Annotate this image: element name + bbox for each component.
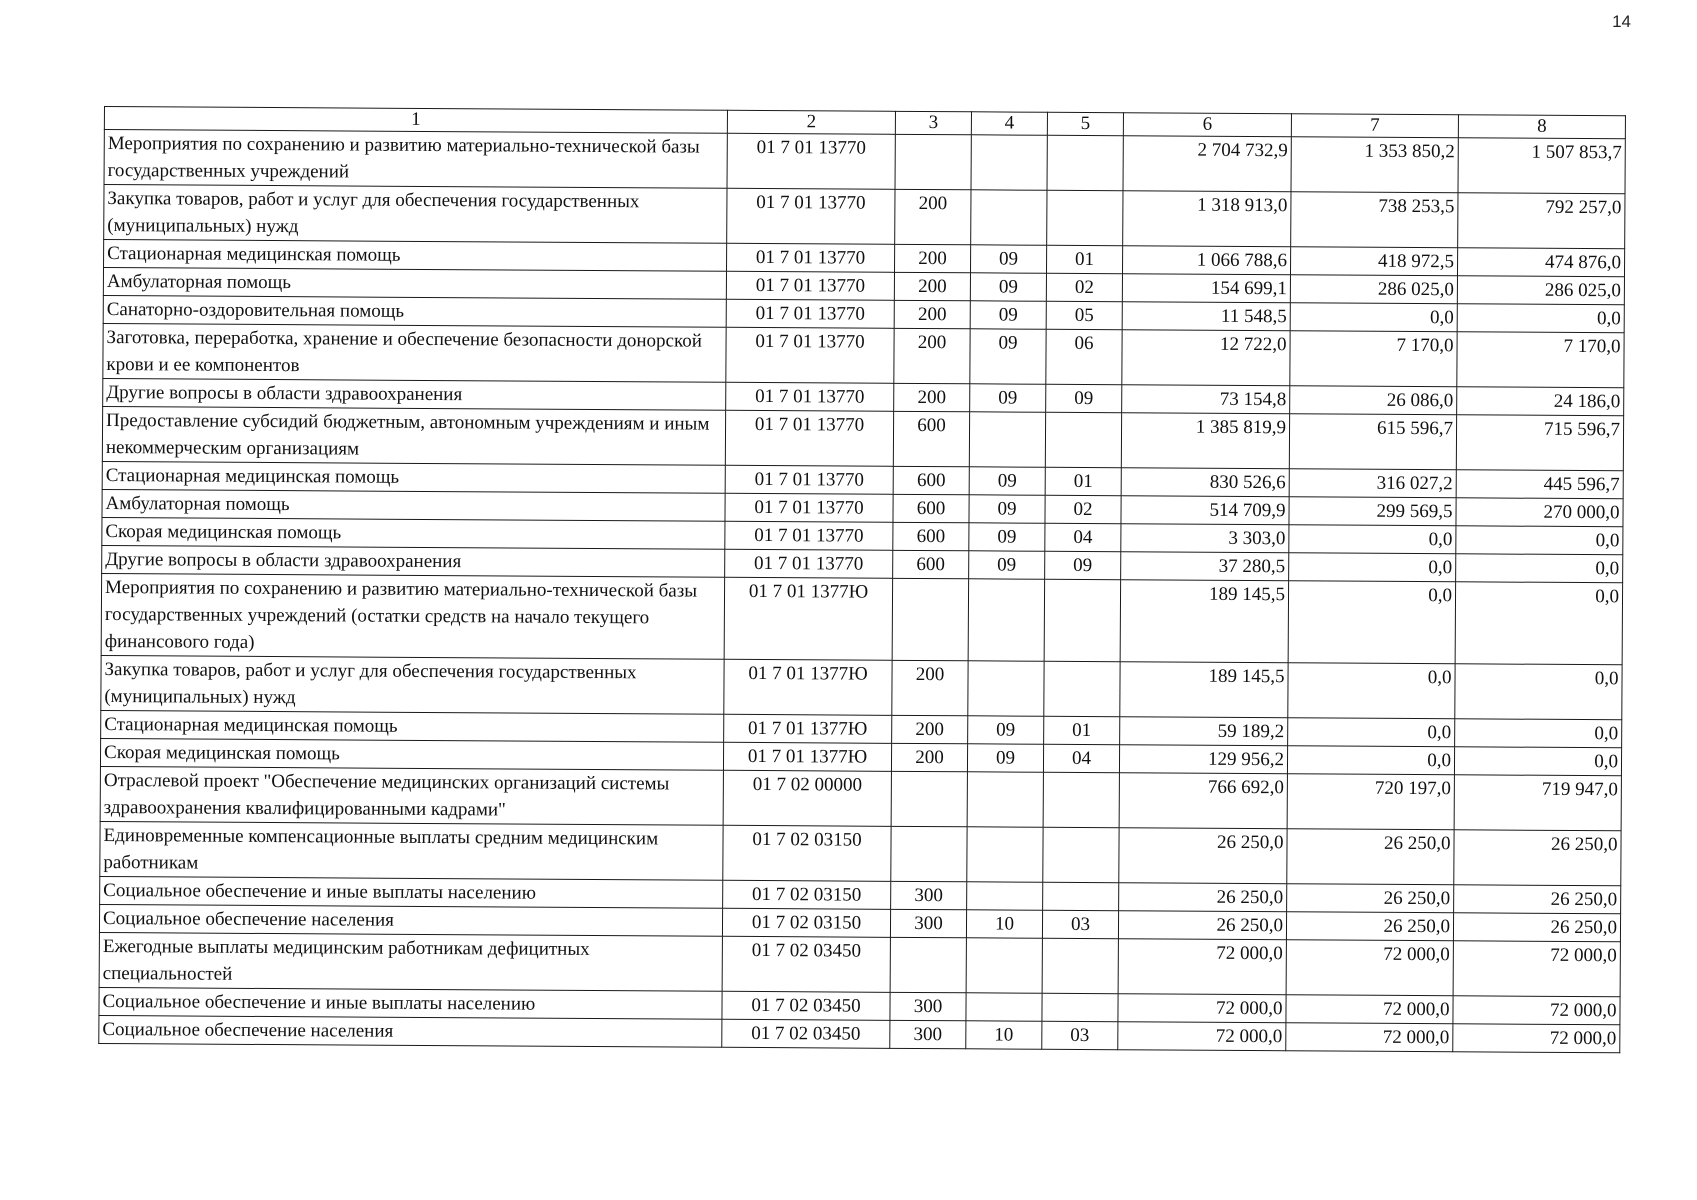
amount-col-8: 72 000,0	[1453, 996, 1620, 1025]
target-article-code: 01 7 01 1377Ю	[723, 742, 891, 771]
subsection-code	[1047, 135, 1123, 190]
subsection-code: 04	[1043, 744, 1119, 772]
amount-col-6: 1 066 788,6	[1122, 246, 1290, 275]
amount-col-7: 0,0	[1288, 581, 1455, 664]
subsection-code: 03	[1042, 910, 1118, 938]
item-name: Единовременные компенсационные выплаты средним медицинским работникам	[100, 821, 723, 880]
amount-col-8: 445 596,7	[1456, 470, 1623, 499]
item-name: Санаторно-оздоровительная помощь	[103, 295, 726, 327]
amount-col-8: 719 947,0	[1454, 775, 1621, 831]
amount-col-6: 2 704 732,9	[1123, 136, 1291, 192]
item-name: Стационарная медицинская помощь	[101, 710, 724, 742]
subsection-code	[1043, 882, 1119, 910]
amount-col-7: 1 353 850,2	[1291, 137, 1458, 193]
section-code: 09	[968, 716, 1044, 744]
amount-col-7: 418 972,5	[1290, 247, 1457, 276]
amount-col-7: 26 250,0	[1286, 912, 1453, 941]
amount-col-8: 792 257,0	[1458, 193, 1625, 249]
table-row	[100, 821, 1621, 885]
amount-col-7: 0,0	[1289, 553, 1456, 582]
amount-col-7: 26 086,0	[1290, 386, 1457, 415]
target-article-code: 01 7 02 03150	[723, 880, 891, 909]
table-row	[101, 655, 1622, 719]
subsection-code: 02	[1046, 273, 1122, 301]
section-code: 10	[966, 1021, 1042, 1049]
amount-col-6: 59 189,2	[1120, 717, 1288, 746]
expense-type-code: 300	[891, 881, 967, 909]
section-code	[967, 882, 1043, 910]
subsection-code: 09	[1046, 384, 1122, 412]
amount-col-8: 24 186,0	[1457, 387, 1624, 416]
budget-table	[98, 106, 1626, 1053]
table-row	[103, 323, 1624, 387]
item-name: Другие вопросы в области здравоохранения	[103, 378, 726, 410]
item-name: Социальное обеспечение населения	[99, 1015, 722, 1047]
subsection-code	[1042, 938, 1118, 993]
section-code	[968, 579, 1044, 661]
table-row	[104, 185, 1625, 249]
subsection-code: 01	[1045, 467, 1121, 495]
expense-type-code: 300	[890, 1020, 966, 1048]
item-name: Закупка товаров, работ и услуг для обеспечения государственных (муниципальных) нужд	[101, 655, 724, 714]
amount-col-7: 7 170,0	[1290, 331, 1457, 387]
expense-type-code: 200	[892, 715, 968, 743]
expense-type-code	[892, 578, 968, 660]
amount-col-6: 189 145,5	[1120, 580, 1288, 663]
item-name: Мероприятия по сохранению и развитию материально-технической базы государственных учреждений	[104, 130, 727, 189]
target-article-code: 01 7 01 13770	[725, 549, 893, 578]
subsection-code: 05	[1046, 301, 1122, 329]
item-name: Отраслевой проект "Обеспечение медицинских организаций системы здравоохранения квалифицированными кадрами"	[100, 766, 723, 825]
expense-type-code: 200	[894, 300, 970, 328]
section-code: 09	[970, 301, 1046, 329]
target-article-code: 01 7 02 03150	[723, 825, 891, 881]
amount-col-7: 316 027,2	[1289, 469, 1456, 498]
section-code	[966, 993, 1042, 1021]
target-article-code: 01 7 01 13770	[726, 299, 894, 328]
amount-col-8: 0,0	[1457, 304, 1624, 333]
item-name: Закупка товаров, работ и услуг для обеспечения государственных (муниципальных) нужд	[104, 185, 727, 244]
subsection-code	[1047, 190, 1123, 245]
amount-col-7: 299 569,5	[1289, 497, 1456, 526]
amount-col-8: 0,0	[1456, 554, 1623, 583]
section-code	[971, 135, 1047, 190]
section-code: 09	[969, 551, 1045, 579]
amount-col-6: 72 000,0	[1118, 1022, 1286, 1051]
section-code: 09	[969, 523, 1045, 551]
amount-col-8: 474 876,0	[1457, 248, 1624, 277]
section-code	[969, 412, 1045, 467]
amount-col-6: 11 548,5	[1122, 302, 1290, 331]
amount-col-6: 129 956,2	[1119, 745, 1287, 774]
column-header: 3	[895, 111, 971, 134]
section-code: 09	[969, 495, 1045, 523]
amount-col-6: 12 722,0	[1122, 330, 1290, 386]
column-header: 4	[971, 112, 1047, 135]
target-article-code: 01 7 01 13770	[725, 493, 893, 522]
expense-type-code: 200	[895, 189, 971, 244]
expense-type-code: 600	[893, 550, 969, 578]
expense-type-code: 600	[893, 411, 969, 466]
amount-col-6: 26 250,0	[1118, 911, 1286, 940]
subsection-code: 04	[1045, 523, 1121, 551]
section-code: 09	[970, 273, 1046, 301]
subsection-code: 01	[1044, 716, 1120, 744]
target-article-code: 01 7 01 13770	[726, 271, 894, 300]
subsection-code: 02	[1045, 495, 1121, 523]
target-article-code: 01 7 01 13770	[725, 410, 893, 466]
item-name: Стационарная медицинская помощь	[102, 461, 725, 493]
amount-col-6: 189 145,5	[1120, 662, 1288, 718]
target-article-code: 01 7 01 13770	[727, 133, 895, 189]
section-code	[968, 661, 1044, 716]
amount-col-8: 26 250,0	[1453, 913, 1620, 942]
amount-col-6: 830 526,6	[1121, 468, 1289, 497]
amount-col-6: 26 250,0	[1119, 828, 1287, 884]
expense-type-code: 300	[890, 992, 966, 1020]
amount-col-6: 72 000,0	[1118, 994, 1286, 1023]
item-name: Социальное обеспечение и иные выплаты населению	[99, 987, 722, 1019]
section-code: 09	[970, 384, 1046, 412]
expense-type-code	[891, 771, 967, 826]
section-code: 10	[966, 910, 1042, 938]
amount-col-8: 26 250,0	[1454, 885, 1621, 914]
amount-col-6: 26 250,0	[1119, 883, 1287, 912]
amount-col-8: 0,0	[1455, 664, 1622, 720]
target-article-code: 01 7 02 00000	[723, 770, 891, 826]
subsection-code	[1042, 993, 1118, 1021]
amount-col-7: 72 000,0	[1286, 1023, 1453, 1052]
column-header: 6	[1123, 113, 1291, 137]
amount-col-7: 26 250,0	[1287, 829, 1454, 885]
expense-type-code	[891, 826, 967, 881]
amount-col-8: 0,0	[1456, 526, 1623, 555]
column-header: 5	[1047, 112, 1123, 135]
page-number: 14	[1612, 12, 1631, 31]
amount-col-7: 738 253,5	[1291, 192, 1458, 248]
target-article-code: 01 7 01 1377Ю	[724, 714, 892, 743]
expense-type-code: 200	[894, 383, 970, 411]
column-header: 1	[104, 107, 727, 134]
expense-type-code: 600	[893, 494, 969, 522]
item-name: Мероприятия по сохранению и развитию материально-технической базы государственных учреждений (остатки средств на начало текущего финансового года)	[101, 573, 724, 659]
expense-type-code: 200	[894, 272, 970, 300]
amount-col-7: 0,0	[1288, 718, 1455, 747]
section-code: 09	[970, 245, 1046, 273]
target-article-code: 01 7 02 03450	[722, 936, 890, 992]
amount-col-6: 766 692,0	[1119, 773, 1287, 829]
subsection-code: 09	[1045, 551, 1121, 579]
subsection-code	[1045, 412, 1121, 467]
amount-col-7: 0,0	[1287, 746, 1454, 775]
amount-col-6: 1 385 819,9	[1121, 413, 1289, 469]
item-name: Социальное обеспечение населения	[99, 904, 722, 936]
table-row	[102, 406, 1623, 470]
target-article-code: 01 7 01 13770	[727, 188, 895, 244]
amount-col-6: 514 709,9	[1121, 496, 1289, 525]
amount-col-8: 1 507 853,7	[1458, 138, 1625, 194]
target-article-code: 01 7 02 03450	[722, 991, 890, 1020]
section-code	[966, 938, 1042, 993]
amount-col-8: 72 000,0	[1453, 1024, 1620, 1053]
amount-col-7: 0,0	[1288, 663, 1455, 719]
amount-col-7: 0,0	[1290, 303, 1457, 332]
amount-col-8: 0,0	[1455, 582, 1622, 665]
amount-col-8: 72 000,0	[1453, 941, 1620, 997]
column-header: 2	[727, 110, 895, 134]
item-name: Социальное обеспечение и иные выплаты населению	[100, 876, 723, 908]
expense-type-code: 200	[894, 328, 970, 383]
amount-col-7: 72 000,0	[1286, 995, 1453, 1024]
subsection-code	[1043, 772, 1119, 827]
amount-col-7: 615 596,7	[1289, 414, 1456, 470]
amount-col-8: 286 025,0	[1457, 276, 1624, 305]
target-article-code: 01 7 02 03450	[722, 1019, 890, 1048]
amount-col-7: 72 000,0	[1286, 940, 1453, 996]
target-article-code: 01 7 01 13770	[727, 243, 895, 272]
expense-type-code: 200	[891, 743, 967, 771]
expense-type-code: 200	[892, 660, 968, 715]
item-name: Скорая медицинская помощь	[100, 738, 723, 770]
section-code: 09	[967, 744, 1043, 772]
item-name: Амбулаторная помощь	[102, 489, 725, 521]
amount-col-6: 154 699,1	[1122, 274, 1290, 303]
target-article-code: 01 7 01 13770	[726, 327, 894, 383]
amount-col-6: 73 154,8	[1122, 385, 1290, 414]
target-article-code: 01 7 01 13770	[726, 382, 894, 411]
item-name: Скорая медицинская помощь	[102, 517, 725, 549]
item-name: Другие вопросы в области здравоохранения	[102, 545, 725, 577]
amount-col-7: 0,0	[1289, 525, 1456, 554]
target-article-code: 01 7 01 1377Ю	[724, 659, 892, 715]
target-article-code: 01 7 01 1377Ю	[724, 577, 892, 660]
amount-col-8: 7 170,0	[1457, 332, 1624, 388]
item-name: Амбулаторная помощь	[103, 268, 726, 300]
expense-type-code: 300	[890, 909, 966, 937]
amount-col-7: 286 025,0	[1290, 275, 1457, 304]
subsection-code	[1044, 579, 1120, 661]
amount-col-8: 26 250,0	[1454, 830, 1621, 886]
item-name: Предоставление субсидий бюджетным, автономным учреждениям и иным некоммерческим организациям	[102, 406, 725, 465]
expense-type-code	[895, 134, 971, 189]
amount-col-6: 1 318 913,0	[1123, 191, 1291, 247]
target-article-code: 01 7 01 13770	[725, 521, 893, 550]
amount-col-8: 270 000,0	[1456, 498, 1623, 527]
section-code	[967, 772, 1043, 827]
expense-type-code: 200	[894, 244, 970, 272]
subsection-code: 01	[1046, 245, 1122, 273]
table-row	[101, 573, 1622, 664]
column-header: 7	[1291, 114, 1458, 138]
subsection-code: 03	[1042, 1021, 1118, 1049]
amount-col-7: 720 197,0	[1287, 774, 1454, 830]
section-code: 09	[969, 467, 1045, 495]
target-article-code: 01 7 01 13770	[725, 465, 893, 494]
expense-type-code: 600	[893, 466, 969, 494]
target-article-code: 01 7 02 03150	[722, 908, 890, 937]
amount-col-6: 37 280,5	[1121, 552, 1289, 581]
subsection-code	[1043, 827, 1119, 882]
subsection-code: 06	[1046, 329, 1122, 384]
amount-col-7: 26 250,0	[1287, 884, 1454, 913]
expense-type-code: 600	[893, 522, 969, 550]
amount-col-8: 0,0	[1455, 719, 1622, 748]
item-name: Ежегодные выплаты медицинским работникам дефицитных специальностей	[99, 932, 722, 991]
amount-col-6: 3 303,0	[1121, 524, 1289, 553]
subsection-code	[1044, 661, 1120, 716]
amount-col-6: 72 000,0	[1118, 939, 1286, 995]
section-code	[967, 827, 1043, 882]
table-row	[100, 766, 1621, 830]
table-row	[104, 130, 1625, 194]
section-code: 09	[970, 329, 1046, 384]
table-body	[99, 107, 1626, 1053]
amount-col-8: 715 596,7	[1456, 415, 1623, 471]
expense-type-code	[890, 937, 966, 992]
table-row	[99, 932, 1620, 996]
amount-col-8: 0,0	[1454, 747, 1621, 776]
column-header: 8	[1458, 115, 1625, 139]
item-name: Стационарная медицинская помощь	[104, 240, 727, 272]
item-name: Заготовка, переработка, хранение и обеспечение безопасности донорской крови и ее компонентов	[103, 323, 726, 382]
section-code	[971, 190, 1047, 245]
